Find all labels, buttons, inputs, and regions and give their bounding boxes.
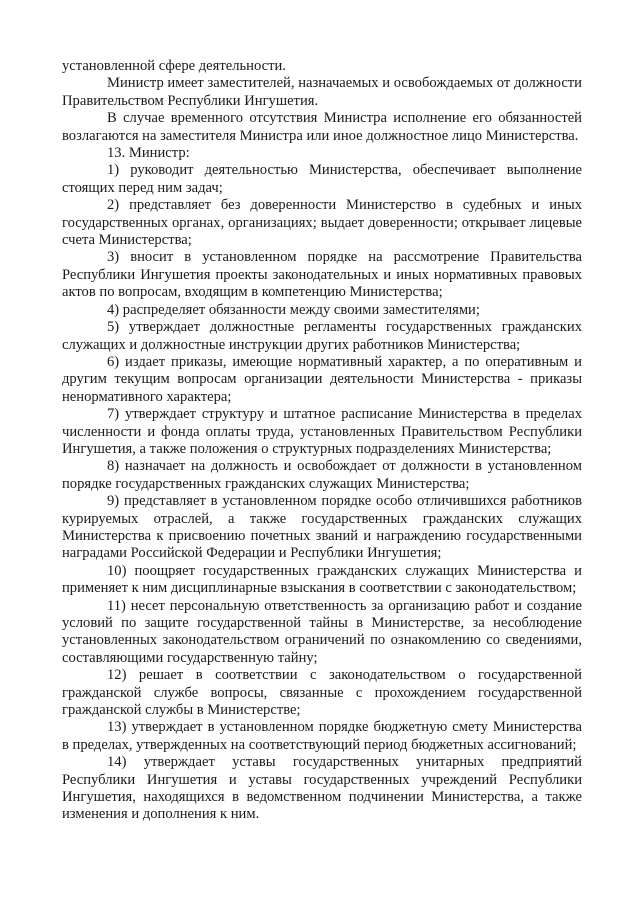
list-item-1: 1) руководит деятельностью Министерства, обеспечивает выполнение стоящих перед ним задач; [62, 162, 582, 196]
list-item-13: 13) утверждает в установленном порядке бюджетную смету Министерства в пределах, утвержденных на соответствующий период бюджетных ассигнований; [62, 719, 582, 753]
list-item-6: 6) издает приказы, имеющие нормативный характер, а по оперативным и другим текущим вопросам организации деятельности Министерства - приказы ненормативного характера; [62, 353, 582, 405]
list-item-11: 11) несет персональную ответственность за организацию работ и создание условий по защите государственной тайны в Министерстве, за несоблюдение установленных законодательством ограничений по ознакомлению со сведениями, составляющими государственную тайну; [62, 597, 582, 666]
document-page [62, 58, 582, 824]
list-item-2: 2) представляет без доверенности Министерство в судебных и иных государственных органах, организациях; выдает доверенности; открывает лицевые счета Министерства; [62, 197, 582, 249]
list-item-7: 7) утверждает структуру и штатное расписание Министерства в пределах численности и фонда оплаты труда, установленных Правительством Республики Ингушетия, а также положения о структурных подразделениях Министерства; [62, 406, 582, 457]
list-item-5: 5) утверждает должностные регламенты государственных гражданских служащих и должностные инструкции других работников Министерства; [62, 319, 582, 353]
list-item-10: 10) поощряет государственных гражданских служащих Министерства и применяет к ним дисциплинарные взыскания в соответствии с законодательством; [62, 562, 582, 597]
paragraph-continuation: установленной сфере деятельности. [62, 58, 286, 74]
list-item-14: 14) утверждает уставы государственных унитарных предприятий Республики Ингушетия и уставы государственных учреждений Республики Ингушетия, находящихся в ведомственном подчинении Министерства, а также изменения и дополнения к ним. [62, 754, 582, 823]
list-item-12: 12) решает в соответствии с законодательством о государственной гражданской службе вопросы, связанные с прохождением государственной гражданской службы в Министерстве; [62, 667, 582, 719]
list-item-3: 3) вносит в установленном порядке на рассмотрение Правительства Республики Ингушетия проекты законодательных и иных нормативных правовых актов по вопросам, входящим в компетенцию Министерства; [62, 249, 582, 301]
paragraph-deputies: Министр имеет заместителей, назначаемых и освобождаемых от должности Правительством Республики Ингушетия. [62, 75, 582, 109]
list-item-8: 8) назначает на должность и освобождает от должности в установленном порядке государственных гражданских служащих Министерства; [62, 458, 582, 492]
list-item-4: 4) распределяет обязанности между своими заместителями; [107, 301, 480, 318]
list-item-9: 9) представляет в установленном порядке особо отличившихся работников курируемых отраслей, а также государственных гражданских служащих Министерства к присвоению почетных званий и награждению государственными наградами Российской Федерации и Республики Ингушетия; [62, 493, 582, 562]
section-heading-13: 13. Министр: [107, 145, 190, 162]
paragraph-temporary-absence: В случае временного отсутствия Министра исполнение его обязанностей возлагаются на заместителя Министра или иное должностное лицо Министерства. [62, 110, 582, 144]
